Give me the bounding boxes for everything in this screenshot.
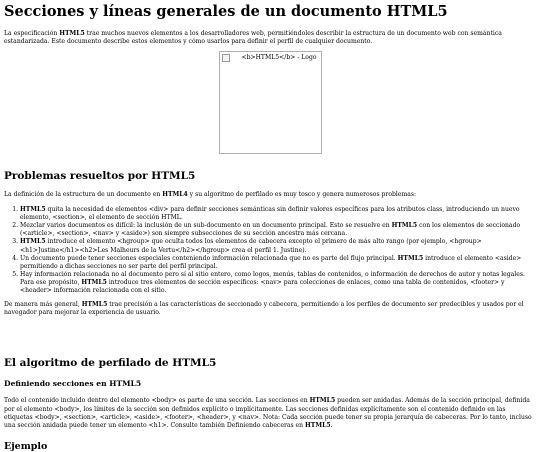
problems-closing [4, 301, 536, 317]
lead-text-cont: y su algoritmo de perfilado es muy tosco y genera numerosos problemas: [187, 191, 417, 199]
sections-text-end: . [330, 421, 333, 429]
problems-lead [4, 191, 536, 199]
item-bold: HTML5 [397, 254, 424, 262]
sections-bold: HTML5 [309, 397, 336, 405]
list-item [20, 222, 536, 238]
sections-bold-2: HTML5 [305, 421, 331, 429]
intro-text: La especificación [4, 29, 60, 37]
sections-text: Todo el contenido incluido dentro del elemento <body> es parte de una sección. Las secciones en [4, 397, 310, 405]
closing-bold: HTML5 [81, 300, 108, 308]
problems-list [4, 206, 536, 294]
subheading-example: Ejemplo [4, 440, 48, 452]
page-title: Secciones y líneas generales de un documento HTML5 [4, 3, 448, 20]
item-text: Mezclar varios documentos es difícil: la inclusión de un sub-documento en un documento principal. Esto se resuelve en [20, 222, 392, 230]
intro-bold: HTML5 [59, 29, 85, 37]
list-item [20, 206, 536, 222]
item-bold: HTML5 [81, 278, 107, 286]
item-text: Un documento puede tener secciones especiales conteniendo información relacionada que no es parte del flujo principal. [20, 254, 398, 262]
document-page [0, 4, 540, 452]
section-heading-problems: Problemas resueltos por HTML5 [4, 169, 196, 182]
item-text: introduce tres elementos de sección específicos: <nav> para colecciones de enlaces, como una tabla de contenidos, <footer> y <header> información relacionada con el sitio. [20, 278, 505, 294]
list-item [20, 255, 536, 271]
item-text: quita la necesidad de elementos <div> para definir secciones semánticas sin definir valores específicos para los atributos class, introduciendo un nuevo elemento, <section>, el elemento de sección HTML. [20, 206, 520, 222]
broken-image-icon [222, 54, 230, 62]
intro-paragraph [4, 30, 536, 46]
list-item [20, 238, 536, 254]
closing-text-cont: trae precisión a las características de seccionado y cabecera, permitiendo a los perfiles de documento ser predecibles y usados por el navegador para mejorar la experiencia de usuario. [4, 300, 524, 316]
item-bold: HTML5 [20, 238, 46, 246]
item-text: Hay información relacionada no al documento pero sí al sitio entero, como logos, menús, tablas de contenidos, o información de derechos de autor y notas legales. Para ese propósito, [20, 270, 525, 286]
item-bold: HTML5 [391, 222, 418, 230]
item-text: introduce el elemento <hgroup> que oculta todos los elementos de cabecera excepto el primero de más alto rango (por ejemplo, <hgroup><h1>Justine</h1><h2>Les Malheurs de la Vertu</h2></hgroup> crea el perfil 1. Justine). [20, 238, 482, 254]
html5-logo-image [219, 51, 322, 154]
item-bold: HTML5 [20, 206, 46, 214]
subheading-defining-sections: Definiendo secciones en HTML5 [4, 379, 142, 389]
item-text: introduce el elemento <aside> permitiendo a dichas secciones no ser parte del perfil principal. [20, 254, 522, 270]
lead-bold: HTML4 [162, 191, 188, 199]
sections-text-cont: pueden ser anidadas. Además de la sección principal, definida por el elemento <body>, los límites de la sección son definidos explícito o implícitamente. Las secciones definidas explícitamente son el contenido definido en las etiquetas <body>, <section>, <article>, <aside>, <footer>, <header>, y <nav>. Nota: Cada sección puede tener su propia jerarquía de cabeceras. Por lo tanto, incluso una sección anidada puede tener un elemento <h1>. Consulte también Definiendo cabeceras en [4, 397, 532, 429]
section-heading-algorithm: El algoritmo de perfilado de HTML5 [4, 356, 217, 369]
intro-text-cont: trae muchos nuevos elementos a los desarrolladores web, permitiéndoles describir la estructura de un documento web con semántica estandarizada. Este documento describe estos elementos y cómo usarlos para definir el perfil de cualquier documento. [4, 29, 502, 45]
closing-text: De manera más general, [4, 300, 82, 308]
lead-text: La definición de la estructura de un documento en [4, 191, 163, 199]
item-text: con los elementos de seccionado (<article>, <section>, <nav> y <aside>) son siempre subsecciones de su sección ancestra más cercana. [20, 222, 521, 238]
logo-alt-text: <b>HTML5</b> - Logo [241, 53, 317, 61]
sections-paragraph [4, 397, 536, 429]
list-item [20, 271, 536, 295]
